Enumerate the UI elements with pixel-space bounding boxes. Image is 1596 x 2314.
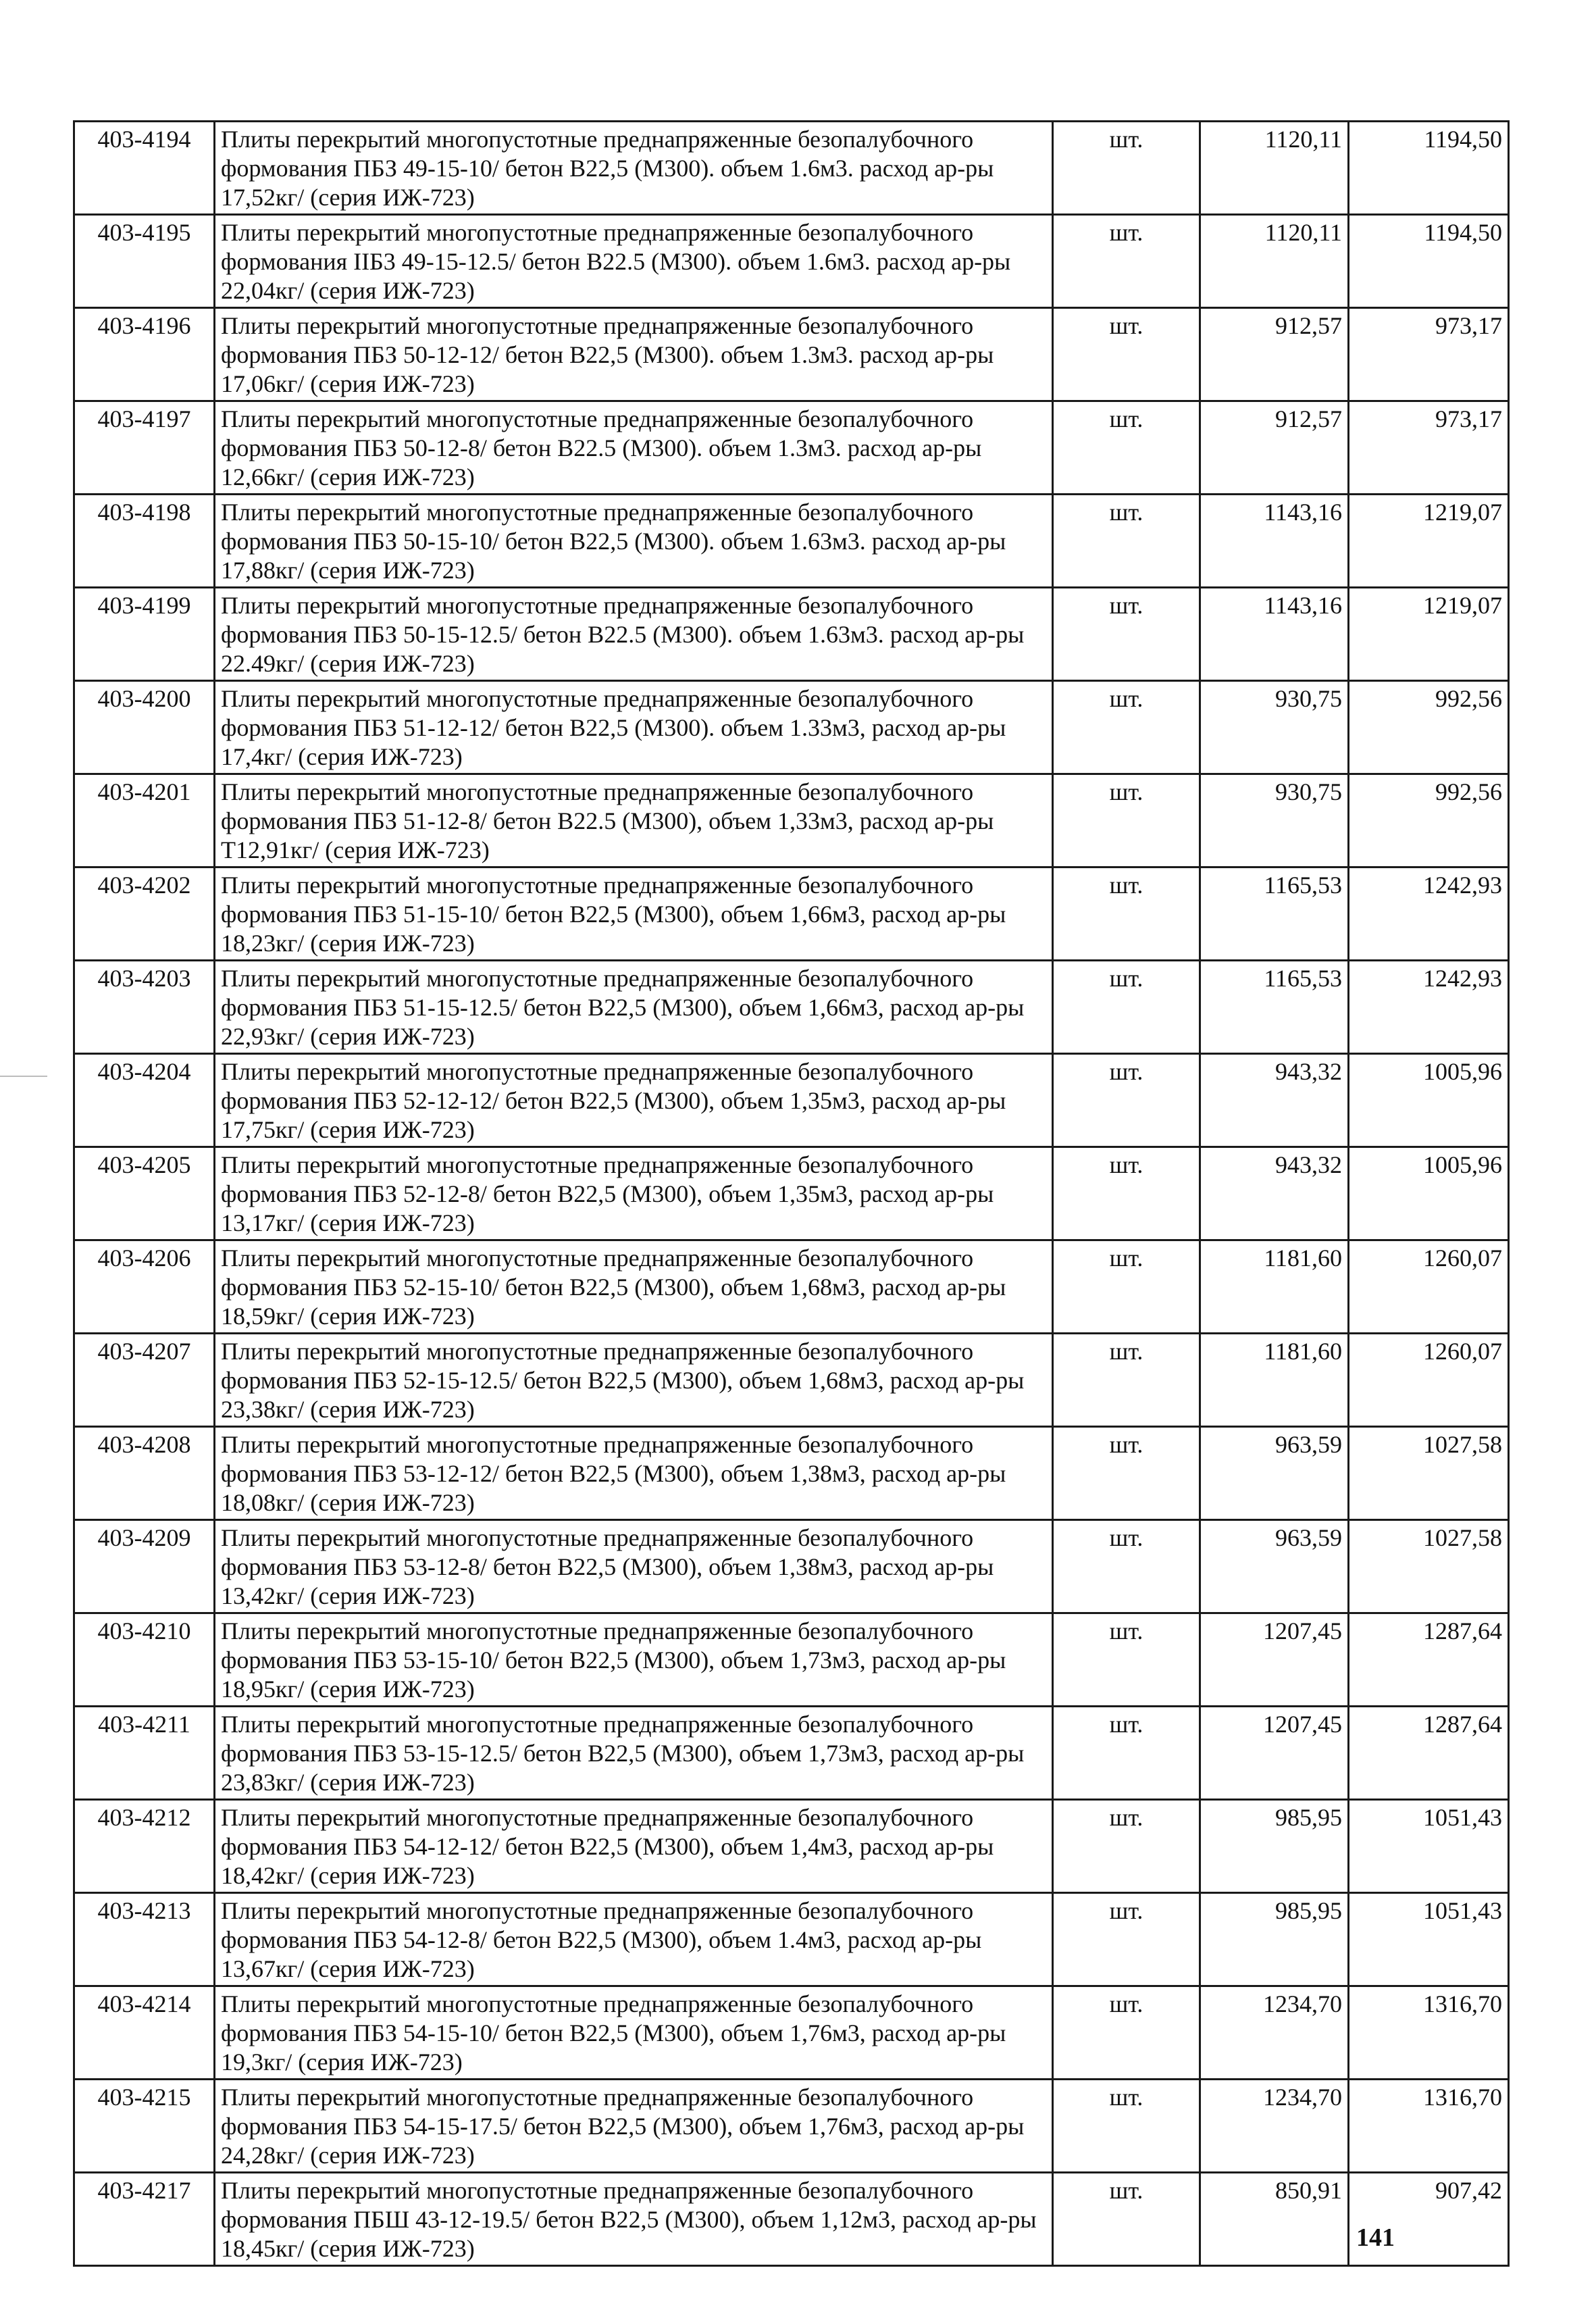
item-description-cell: Плиты перекрытий многопустотные преднапряженные безопалубочного формования ПБЗ 52-15-10/ бетон В22,5 (М300), объем 1,68м3, расход ар-ры 18,59кг/ (серия ИЖ-723) [215, 1240, 1053, 1334]
item-code-cell: 403-4196 [74, 308, 215, 401]
item-description-cell: Плиты перекрытий многопустотные преднапряженные безопалубочного формования ПБЗ 52-15-12.5/ бетон В22,5 (М300), объем 1,68м3, расход ар-ры 23,38кг/ (серия ИЖ-723) [215, 1334, 1053, 1427]
item-unit-cell: шт. [1053, 215, 1200, 308]
item-unit-cell: шт. [1053, 2173, 1200, 2266]
item-unit-cell: шт. [1053, 1427, 1200, 1520]
item-unit-cell: шт. [1053, 1613, 1200, 1707]
table-row [74, 681, 1509, 774]
item-unit-cell: шт. [1053, 2080, 1200, 2173]
item-price-1-cell: 1234,70 [1200, 1986, 1349, 2080]
item-description-cell: Плиты перекрытий многопустотные преднапряженные безопалубочного формования ПБЗ 53-12-12/ бетон В22,5 (М300), объем 1,38м3, расход ар-ры 18,08кг/ (серия ИЖ-723) [215, 1427, 1053, 1520]
table-row [74, 867, 1509, 961]
item-unit-cell: шт. [1053, 1147, 1200, 1240]
item-price-1-cell: 1165,53 [1200, 961, 1349, 1054]
item-code-cell: 403-4213 [74, 1893, 215, 1986]
item-price-1-cell: 1207,45 [1200, 1613, 1349, 1707]
item-price-1-cell: 963,59 [1200, 1427, 1349, 1520]
item-price-2-cell: 1027,58 [1349, 1520, 1509, 1613]
table-row [74, 1054, 1509, 1147]
item-price-2-cell: 1316,70 [1349, 1986, 1509, 2080]
item-price-1-cell: 985,95 [1200, 1893, 1349, 1986]
item-description-cell: Плиты перекрытий многопустотные преднапряженные безопалубочного формования ПБЗ 53-15-10/ бетон В22,5 (М300), объем 1,73м3, расход ар-ры 18,95кг/ (серия ИЖ-723) [215, 1613, 1053, 1707]
item-unit-cell: шт. [1053, 867, 1200, 961]
table-row [74, 961, 1509, 1054]
item-description-cell: Плиты перекрытий многопустотные преднапряженные безопалубочного формования ПБЗ 50-12-8/ бетон В22.5 (М300). объем 1.3м3. расход ар-ры 12,66кг/ (серия ИЖ-723) [215, 401, 1053, 495]
item-price-2-cell: 1242,93 [1349, 961, 1509, 1054]
item-unit-cell: шт. [1053, 1707, 1200, 1800]
item-code-cell: 403-4195 [74, 215, 215, 308]
item-code-cell: 403-4206 [74, 1240, 215, 1334]
item-price-2-cell: 992,56 [1349, 774, 1509, 867]
table-row [74, 1427, 1509, 1520]
item-price-1-cell: 1234,70 [1200, 2080, 1349, 2173]
item-code-cell: 403-4208 [74, 1427, 215, 1520]
item-description-cell: Плиты перекрытий многопустотные преднапряженные безопалубочного формования ПБЗ 54-12-12/ бетон В22,5 (М300), объем 1,4м3, расход ар-ры 18,42кг/ (серия ИЖ-723) [215, 1800, 1053, 1893]
table-row [74, 1800, 1509, 1893]
item-description-cell: Плиты перекрытий многопустотные преднапряженные безопалубочного формования ПБЗ 52-12-8/ бетон В22,5 (М300), объем 1,35м3, расход ар-ры 13,17кг/ (серия ИЖ-723) [215, 1147, 1053, 1240]
item-price-1-cell: 930,75 [1200, 774, 1349, 867]
item-price-2-cell: 1260,07 [1349, 1334, 1509, 1427]
item-code-cell: 403-4217 [74, 2173, 215, 2266]
price-table [73, 120, 1510, 2267]
item-price-2-cell: 1051,43 [1349, 1893, 1509, 1986]
item-price-1-cell: 1207,45 [1200, 1707, 1349, 1800]
item-unit-cell: шт. [1053, 774, 1200, 867]
item-code-cell: 403-4194 [74, 122, 215, 215]
item-code-cell: 403-4211 [74, 1707, 215, 1800]
item-price-2-cell: 1005,96 [1349, 1054, 1509, 1147]
item-code-cell: 403-4214 [74, 1986, 215, 2080]
item-price-2-cell: 1219,07 [1349, 495, 1509, 588]
item-code-cell: 403-4205 [74, 1147, 215, 1240]
item-price-1-cell: 1181,60 [1200, 1334, 1349, 1427]
item-price-2-cell: 1287,64 [1349, 1707, 1509, 1800]
item-unit-cell: шт. [1053, 1054, 1200, 1147]
item-description-cell: Плиты перекрытий многопустотные преднапряженные безопалубочного формования ПБШ 43-12-19.5/ бетон В22,5 (М300), объем 1,12м3, расход ар-ры 18,45кг/ (серия ИЖ-723) [215, 2173, 1053, 2266]
item-unit-cell: шт. [1053, 588, 1200, 681]
table-row [74, 1986, 1509, 2080]
item-unit-cell: шт. [1053, 495, 1200, 588]
table-row [74, 588, 1509, 681]
item-unit-cell: шт. [1053, 308, 1200, 401]
item-price-1-cell: 912,57 [1200, 401, 1349, 495]
item-price-2-cell: 1194,50 [1349, 122, 1509, 215]
item-unit-cell: шт. [1053, 1334, 1200, 1427]
item-price-2-cell: 1219,07 [1349, 588, 1509, 681]
table-row [74, 1613, 1509, 1707]
price-table-body [74, 122, 1509, 2266]
item-price-1-cell: 850,91 [1200, 2173, 1349, 2266]
item-description-cell: Плиты перекрытий многопустотные преднапряженные безопалубочного формования ПБЗ 50-15-10/ бетон В22,5 (М300). объем 1.63м3. расход ар-ры 17,88кг/ (серия ИЖ-723) [215, 495, 1053, 588]
item-description-cell: Плиты перекрытий многопустотные преднапряженные безопалубочного формования ПБЗ 51-15-12.5/ бетон В22,5 (М300), объем 1,66м3, расход ар-ры 22,93кг/ (серия ИЖ-723) [215, 961, 1053, 1054]
item-unit-cell: шт. [1053, 122, 1200, 215]
item-price-1-cell: 1143,16 [1200, 588, 1349, 681]
item-price-2-cell: 973,17 [1349, 308, 1509, 401]
item-description-cell: Плиты перекрытий многопустотные преднапряженные безопалубочного формования ПБЗ 51-12-8/ бетон В22.5 (М300), объем 1,33м3, расход ар-ры Т12,91кг/ (серия ИЖ-723) [215, 774, 1053, 867]
item-price-1-cell: 930,75 [1200, 681, 1349, 774]
item-price-2-cell: 1242,93 [1349, 867, 1509, 961]
item-price-2-cell: 973,17 [1349, 401, 1509, 495]
item-unit-cell: шт. [1053, 1520, 1200, 1613]
item-unit-cell: шт. [1053, 401, 1200, 495]
item-price-1-cell: 943,32 [1200, 1054, 1349, 1147]
item-unit-cell: шт. [1053, 1893, 1200, 1986]
table-row [74, 1240, 1509, 1334]
item-unit-cell: шт. [1053, 1986, 1200, 2080]
table-row [74, 774, 1509, 867]
item-description-cell: Плиты перекрытий многопустотные преднапряженные безопалубочного формования ПБЗ 54-15-17.5/ бетон В22,5 (М300), объем 1,76м3, расход ар-ры 24,28кг/ (серия ИЖ-723) [215, 2080, 1053, 2173]
item-code-cell: 403-4201 [74, 774, 215, 867]
item-unit-cell: шт. [1053, 961, 1200, 1054]
item-description-cell: Плиты перекрытий многопустотные преднапряженные безопалубочного формования ПБЗ 53-12-8/ бетон В22,5 (М300), объем 1,38м3, расход ар-ры 13,42кг/ (серия ИЖ-723) [215, 1520, 1053, 1613]
item-price-2-cell: 1027,58 [1349, 1427, 1509, 1520]
item-price-2-cell: 1260,07 [1349, 1240, 1509, 1334]
item-price-2-cell: 1005,96 [1349, 1147, 1509, 1240]
item-description-cell: Плиты перекрытий многопустотные преднапряженные безопалубочного формования ПБЗ 54-15-10/ бетон В22,5 (М300), объем 1,76м3, расход ар-ры 19,3кг/ (серия ИЖ-723) [215, 1986, 1053, 2080]
table-row [74, 2173, 1509, 2266]
item-unit-cell: шт. [1053, 1800, 1200, 1893]
item-code-cell: 403-4202 [74, 867, 215, 961]
item-price-2-cell: 1287,64 [1349, 1613, 1509, 1707]
item-unit-cell: шт. [1053, 681, 1200, 774]
table-row [74, 1520, 1509, 1613]
table-row [74, 215, 1509, 308]
item-price-2-cell: 1194,50 [1349, 215, 1509, 308]
item-description-cell: Плиты перекрытий многопустотные преднапряженные безопалубочного формования ПБЗ 50-15-12.5/ бетон В22.5 (М300). объем 1.63м3. расход ар-ры 22.49кг/ (серия ИЖ-723) [215, 588, 1053, 681]
item-price-1-cell: 1181,60 [1200, 1240, 1349, 1334]
item-description-cell: Плиты перекрытий многопустотные преднапряженные безопалубочного формования ПБЗ 54-12-8/ бетон В22,5 (М300), объем 1.4м3, расход ар-ры 13,67кг/ (серия ИЖ-723) [215, 1893, 1053, 1986]
item-code-cell: 403-4215 [74, 2080, 215, 2173]
table-row [74, 1147, 1509, 1240]
item-price-1-cell: 985,95 [1200, 1800, 1349, 1893]
item-code-cell: 403-4197 [74, 401, 215, 495]
item-price-2-cell: 992,56 [1349, 681, 1509, 774]
item-code-cell: 403-4209 [74, 1520, 215, 1613]
item-code-cell: 403-4203 [74, 961, 215, 1054]
table-row [74, 308, 1509, 401]
item-price-1-cell: 1120,11 [1200, 122, 1349, 215]
item-price-2-cell: 907,42 [1349, 2173, 1509, 2266]
item-code-cell: 403-4210 [74, 1613, 215, 1707]
item-code-cell: 403-4200 [74, 681, 215, 774]
item-price-2-cell: 1051,43 [1349, 1800, 1509, 1893]
item-code-cell: 403-4212 [74, 1800, 215, 1893]
item-description-cell: Плиты перекрытий многопустотные преднапряженные безопалубочного формования ПБЗ 52-12-12/ бетон В22,5 (М300), объем 1,35м3, расход ар-ры 17,75кг/ (серия ИЖ-723) [215, 1054, 1053, 1147]
item-price-1-cell: 1120,11 [1200, 215, 1349, 308]
item-description-cell: Плиты перекрытий многопустотные преднапряженные безопалубочного формования ПБЗ 51-15-10/ бетон В22,5 (М300), объем 1,66м3, расход ар-ры 18,23кг/ (серия ИЖ-723) [215, 867, 1053, 961]
table-row [74, 1334, 1509, 1427]
item-description-cell: Плиты перекрытий многопустотные преднапряженные безопалубочного формования IIБ3 49-15-12.5/ бетон В22.5 (М300). объем 1.6м3. расход ар-ры 22,04кг/ (серия ИЖ-723) [215, 215, 1053, 308]
item-price-1-cell: 1143,16 [1200, 495, 1349, 588]
item-code-cell: 403-4198 [74, 495, 215, 588]
page-number: 141 [1356, 2223, 1395, 2252]
table-row [74, 1707, 1509, 1800]
item-code-cell: 403-4207 [74, 1334, 215, 1427]
item-unit-cell: шт. [1053, 1240, 1200, 1334]
item-price-1-cell: 912,57 [1200, 308, 1349, 401]
item-price-1-cell: 943,32 [1200, 1147, 1349, 1240]
margin-scan-mark [0, 1076, 47, 1077]
item-price-2-cell: 1316,70 [1349, 2080, 1509, 2173]
item-description-cell: Плиты перекрытий многопустотные преднапряженные безопалубочного формования ПБЗ 53-15-12.5/ бетон В22,5 (М300), объем 1,73м3, расход ар-ры 23,83кг/ (серия ИЖ-723) [215, 1707, 1053, 1800]
table-row [74, 2080, 1509, 2173]
item-code-cell: 403-4204 [74, 1054, 215, 1147]
item-price-1-cell: 963,59 [1200, 1520, 1349, 1613]
table-row [74, 495, 1509, 588]
table-row [74, 1893, 1509, 1986]
item-description-cell: Плиты перекрытий многопустотные преднапряженные безопалубочного формования ПБЗ 51-12-12/ бетон В22,5 (М300). объем 1.33м3, расход ар-ры 17,4кг/ (серия ИЖ-723) [215, 681, 1053, 774]
item-price-1-cell: 1165,53 [1200, 867, 1349, 961]
item-description-cell: Плиты перекрытий многопустотные преднапряженные безопалубочного формования ПБЗ 49-15-10/ бетон В22,5 (М300). объем 1.6м3. расход ар-ры 17,52кг/ (серия ИЖ-723) [215, 122, 1053, 215]
item-description-cell: Плиты перекрытий многопустотные преднапряженные безопалубочного формования ПБЗ 50-12-12/ бетон В22,5 (М300). объем 1.3м3. расход ар-ры 17,06кг/ (серия ИЖ-723) [215, 308, 1053, 401]
table-row [74, 122, 1509, 215]
item-code-cell: 403-4199 [74, 588, 215, 681]
table-row [74, 401, 1509, 495]
